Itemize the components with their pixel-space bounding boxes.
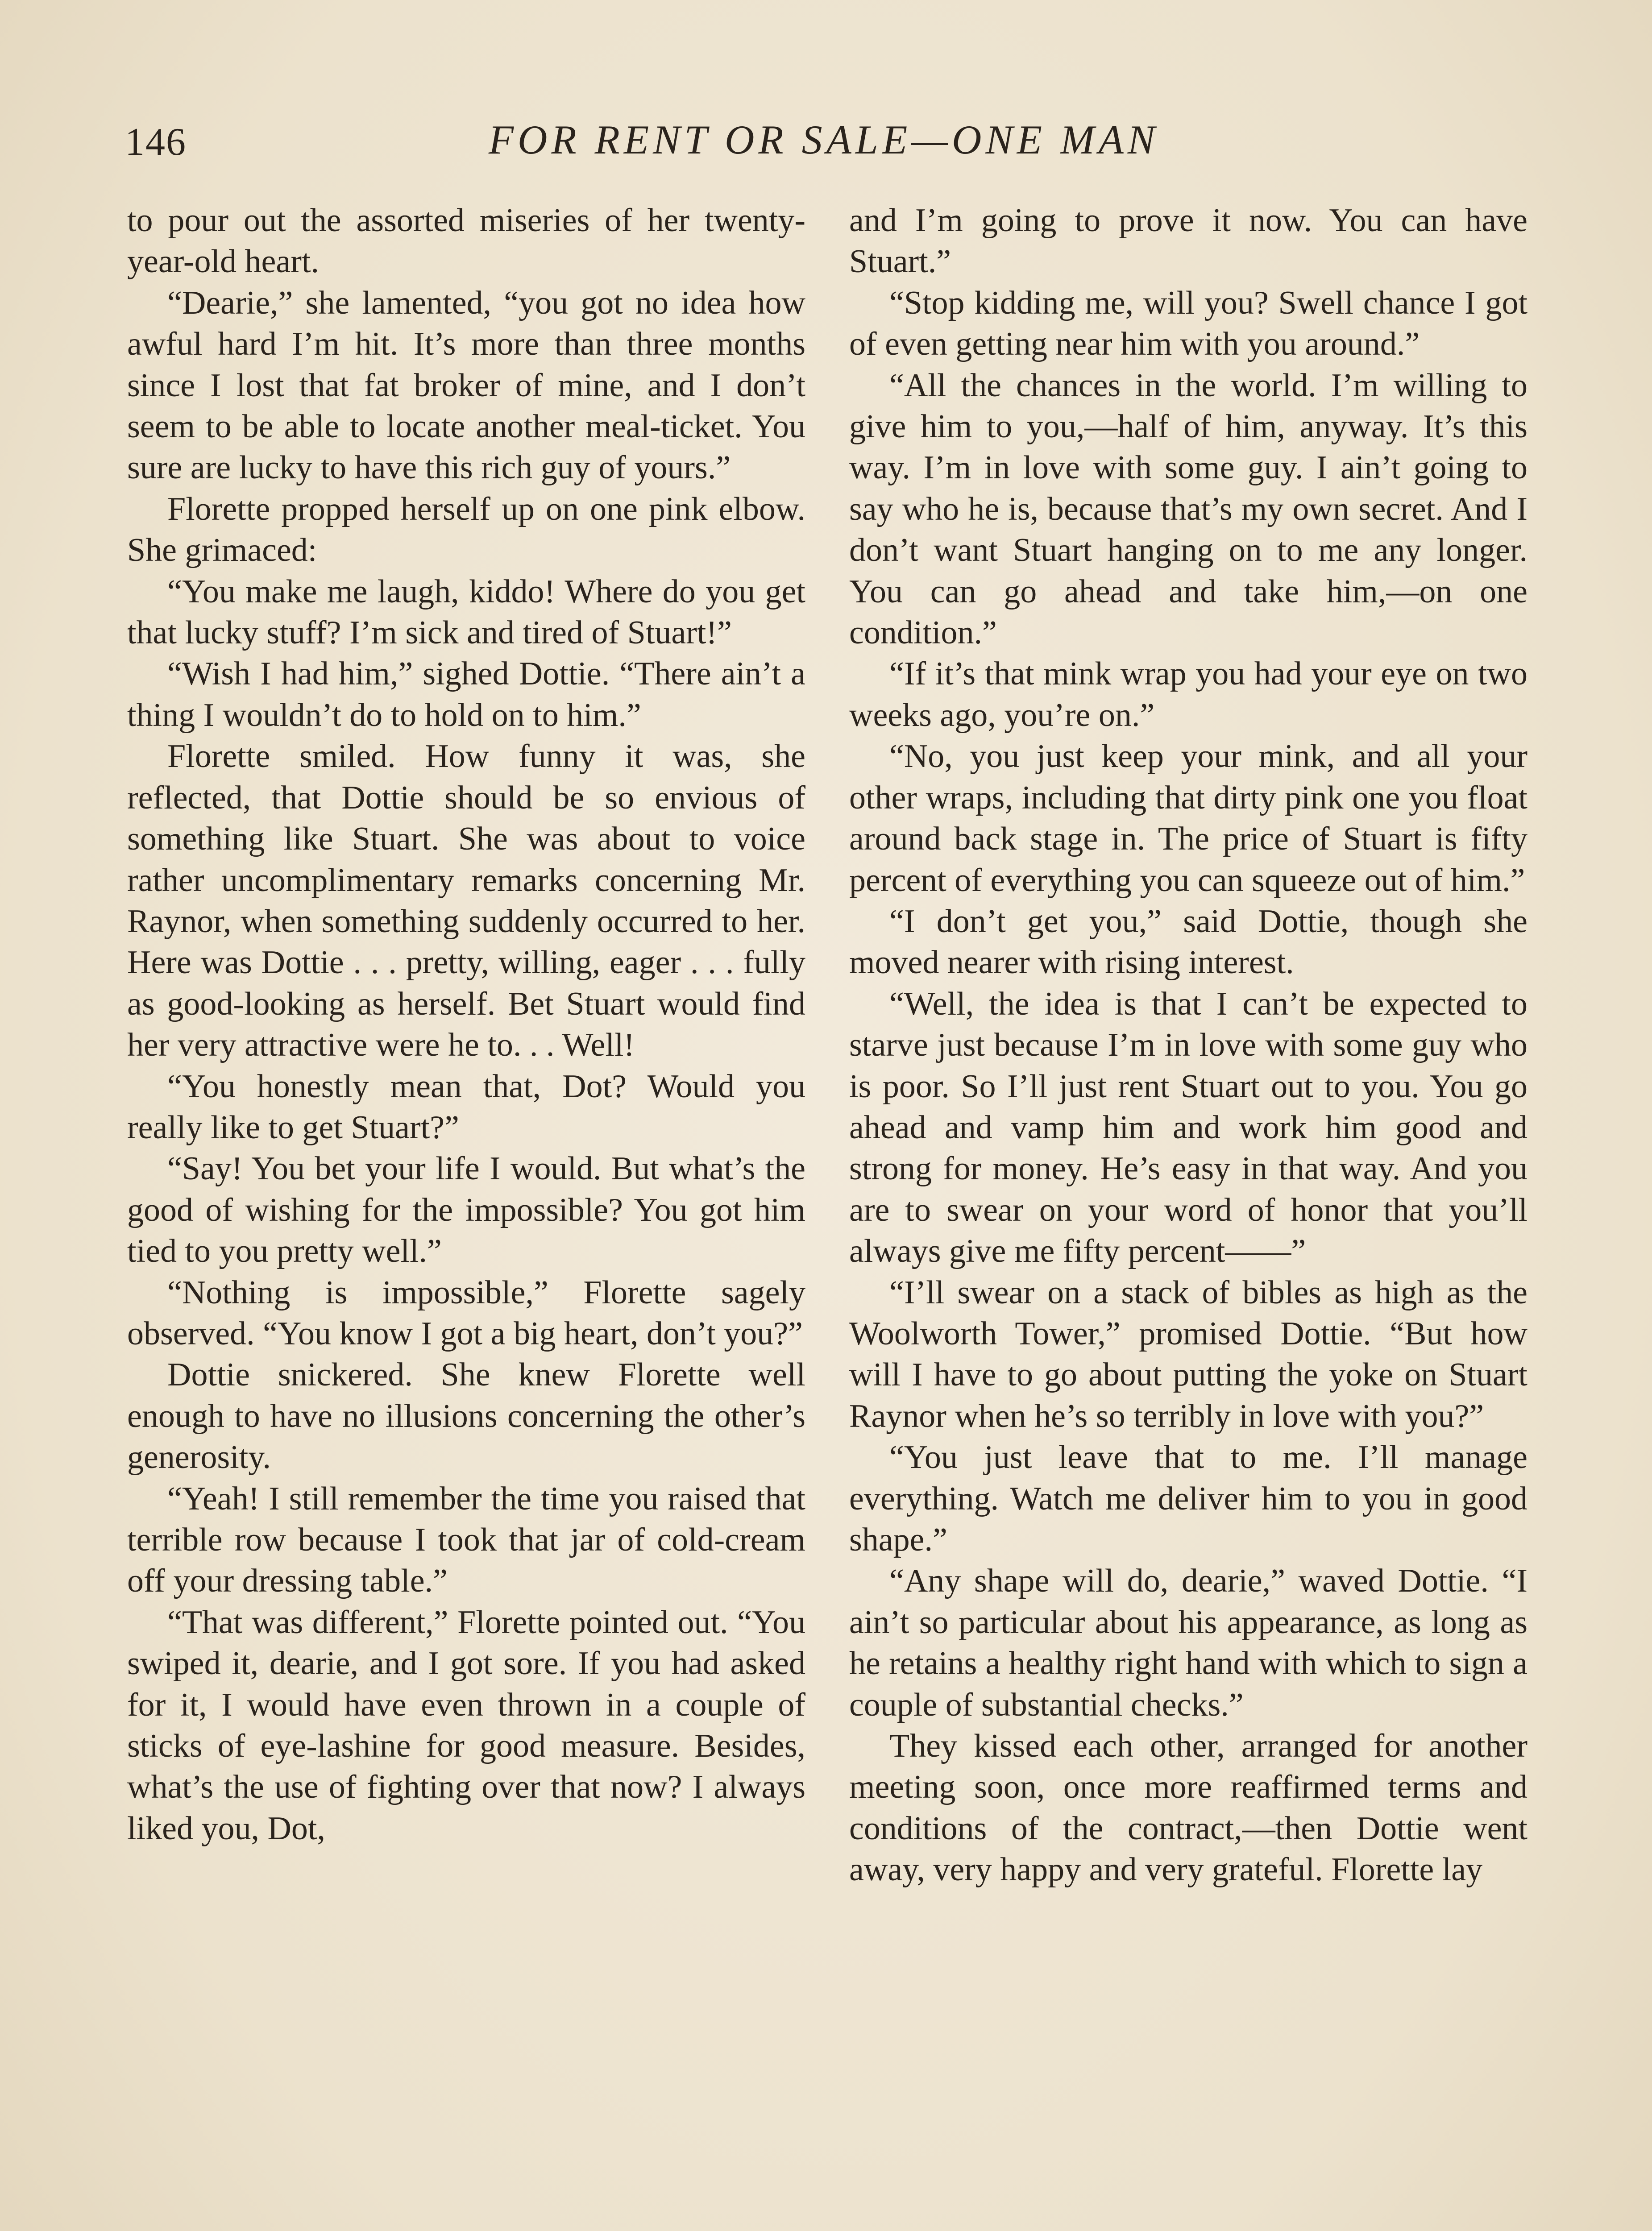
paragraph: “Stop kidding me, will you? Swell chance I got of even getting near him with you around.” <box>849 284 1527 363</box>
paragraph: “You just leave that to me. I’ll manage everything. Watch me deliver him to you in good shape.” <box>849 1439 1527 1558</box>
paragraph: “Nothing is impossible,” Florette sagely observed. “You know I got a big heart, don’t you?” <box>127 1274 805 1352</box>
paragraph: and I’m going to prove it now. You can have Stuart.” <box>849 202 1527 280</box>
page-header <box>125 112 1523 178</box>
paragraph: “Say! You bet your life I would. But what’s the good of wishing for the impossible? You got him tied to you pretty well.” <box>127 1150 805 1270</box>
paragraph: “If it’s that mink wrap you had your eye on two weeks ago, you’re on.” <box>849 655 1527 734</box>
paragraph: Florette propped herself up on one pink elbow. She grimaced: <box>127 490 805 569</box>
running-title: FOR RENT OR SALE—ONE MAN <box>488 117 1159 162</box>
paragraph: to pour out the assorted miseries of her twenty-year-old heart. <box>127 202 805 280</box>
paragraph: “Any shape will do, dearie,” waved Dottie. “I ain’t so particular about his appearance, as long as he retains a healthy right hand with which to sign a couple of substantial checks.” <box>849 1563 1527 1723</box>
paragraph: “No, you just keep your mink, and all your other wraps, including that dirty pink one you float around back stage in. The price of Stuart is fifty percent of everything you can squeeze out of him.” <box>849 738 1527 899</box>
paragraph: “Dearie,” she lamented, “you got no idea how awful hard I’m hit. It’s more than three months since I lost that fat broker of mine, and I don’t seem to be able to locate another meal-ticket. You sure are lucky to have this rich guy of yours.” <box>127 284 805 486</box>
page-number: 146 <box>125 120 187 164</box>
paragraph: “Well, the idea is that I can’t be expected to starve just because I’m in love with some guy who is poor. So I’ll just rent Stuart out to you. You go ahead and vamp him and work him good and strong for money. He’s easy in that way. And you are to swear on your word of honor that you’ll always give me fifty percent——” <box>849 985 1527 1270</box>
paragraph: “You make me laugh, kiddo! Where do you get that lucky stuff? I’m sick and tired of Stuart!” <box>127 573 805 651</box>
paragraph: “You honestly mean that, Dot? Would you really like to get Stuart?” <box>127 1068 805 1146</box>
paragraph: Florette smiled. How funny it was, she reflected, that Dottie should be so envious of something like Stuart. She was about to voice rather uncomplimentary remarks concerning Mr. Raynor, when something suddenly occurred to her. Here was Dottie . . . pretty, willing, eager . . . fully as good-looking as herself. Bet Stuart would find her very attractive were he to. . . Well! <box>127 738 805 1064</box>
paragraph: “I’ll swear on a stack of bibles as high as the Woolworth Tower,” promised Dottie. “But how will I have to go about putting the yoke on Stuart Raynor when he’s so terribly in love with you?” <box>849 1274 1527 1435</box>
paragraph: “Wish I had him,” sighed Dottie. “There ain’t a thing I wouldn’t do to hold on to him.” <box>127 655 805 734</box>
left-column <box>127 200 805 2231</box>
paragraph: They kissed each other, arranged for another meeting soon, once more reaffirmed terms and conditions of the contract,—then Dottie went away, very happy and very grateful. Florette lay <box>849 1728 1527 1888</box>
paragraph: “All the chances in the world. I’m willing to give him to you,—half of him, anyway. It’s this way. I’m in love with some guy. I ain’t going to say who he is, because that’s my own secret. And I don’t want Stuart hanging on to me any longer. You can go ahead and take him,—on one condition.” <box>849 367 1527 651</box>
text-columns <box>127 200 1527 2231</box>
paragraph: “That was different,” Florette pointed out. “You swiped it, dearie, and I got sore. If you had asked for it, I would have even thrown in a couple of sticks of eye-lashine for good measure. Besides, what’s the use of fighting over that now? I always liked you, Dot, <box>127 1604 805 1847</box>
paragraph: Dottie snickered. She knew Florette well enough to have no illusions concerning the other’s generosity. <box>127 1356 805 1476</box>
paragraph: “Yeah! I still remember the time you raised that terrible row because I took that jar of cold-cream off your dressing table.” <box>127 1480 805 1600</box>
paragraph: “I don’t get you,” said Dottie, though she moved nearer with rising interest. <box>849 903 1527 981</box>
right-column <box>849 200 1527 2231</box>
